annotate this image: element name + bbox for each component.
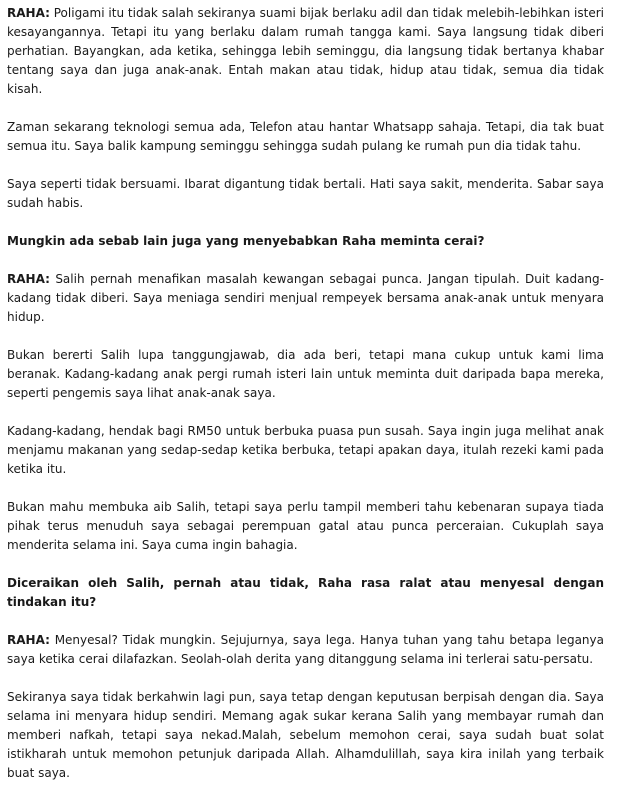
paragraph-text: Bukan bererti Salih lupa tanggungjawab, dia ada beri, tetapi mana cukup untuk kami lima beranak. Kadang-kadang anak pergi rumah isteri lain untuk meminta duit daripada bapa mereka, seperti pengemis saya lihat anak-anak saya. bbox=[7, 348, 604, 400]
question-text: Diceraikan oleh Salih, pernah atau tidak, Raha rasa ralat atau menyesal dengan tindakan itu? bbox=[7, 576, 604, 609]
answer-paragraph bbox=[7, 175, 604, 213]
answer-paragraph bbox=[7, 422, 604, 479]
answer-paragraph bbox=[7, 688, 604, 783]
paragraph-text: Zaman sekarang teknologi semua ada, Telefon atau hantar Whatsapp sahaja. Tetapi, dia tak buat semua itu. Saya balik kampung seminggu sehingga sudah pulang ke rumah pun dia tidak tahu. bbox=[7, 120, 604, 153]
answer-paragraph bbox=[7, 118, 604, 156]
answer-paragraph bbox=[7, 270, 604, 327]
paragraph-text: Sekiranya saya tidak berkahwin lagi pun, saya tetap dengan keputusan berpisah dengan dia. Saya selama ini menyara hidup sendiri. Memang agak sukar kerana Salih yang membayar rumah dan memberi nafkah, tetapi saya nekad.Malah, sebelum memohon cerai, saya sudah buat solat istikharah untuk memohon petunjuk daripada Allah. Alhamdulillah, saya kira inilah yang terbaik buat saya. bbox=[7, 690, 604, 780]
interview-question bbox=[7, 232, 604, 251]
article-body bbox=[7, 4, 604, 802]
paragraph-text: Poligami itu tidak salah sekiranya suami bijak berlaku adil dan tidak melebih-lebihkan isteri kesayangannya. Tetapi itu yang berlaku dalam rumah tangga kami. Saya langsung tidak diberi perhatian. Bayangkan, ada ketika, sehingga lebih seminggu, dia langsung tidak bertanya khabar tentang saya dan juga anak-anak. Entah makan atau tidak, hidup atau tidak, semua dia tidak kisah. bbox=[7, 6, 604, 96]
answer-paragraph bbox=[7, 631, 604, 669]
paragraph-text: Bukan mahu membuka aib Salih, tetapi saya perlu tampil memberi tahu kebenaran supaya tiada pihak terus menuduh saya sebagai perempuan gatal atau punca perceraian. Cukuplah saya menderita selama ini. Saya cuma ingin bahagia. bbox=[7, 500, 604, 552]
paragraph-text: Salih pernah menafikan masalah kewangan sebagai punca. Jangan tipulah. Duit kadang-kadang tidak diberi. Saya meniaga sendiri menjual rempeyek bersama anak-anak untuk menyara hidup. bbox=[7, 272, 604, 324]
interview-question bbox=[7, 574, 604, 612]
paragraph-text: Kadang-kadang, hendak bagi RM50 untuk berbuka puasa pun susah. Saya ingin juga melihat anak menjamu makanan yang sedap-sedap ketika berbuka, tetapi apakan daya, itulah rezeki kami pada ketika itu. bbox=[7, 424, 604, 476]
answer-paragraph bbox=[7, 498, 604, 555]
speaker-label: RAHA: bbox=[7, 6, 50, 20]
question-text: Mungkin ada sebab lain juga yang menyebabkan Raha meminta cerai? bbox=[7, 234, 485, 248]
paragraph-text: Saya seperti tidak bersuami. Ibarat digantung tidak bertali. Hati saya sakit, menderita. Sabar saya sudah habis. bbox=[7, 177, 604, 210]
speaker-label: RAHA: bbox=[7, 633, 50, 647]
paragraph-text: Menyesal? Tidak mungkin. Sejujurnya, saya lega. Hanya tuhan yang tahu betapa leganya saya ketika cerai dilafazkan. Seolah-olah derita yang ditanggung selama ini terlerai satu-persatu. bbox=[7, 633, 604, 666]
answer-paragraph bbox=[7, 4, 604, 99]
speaker-label: RAHA: bbox=[7, 272, 50, 286]
answer-paragraph bbox=[7, 346, 604, 403]
